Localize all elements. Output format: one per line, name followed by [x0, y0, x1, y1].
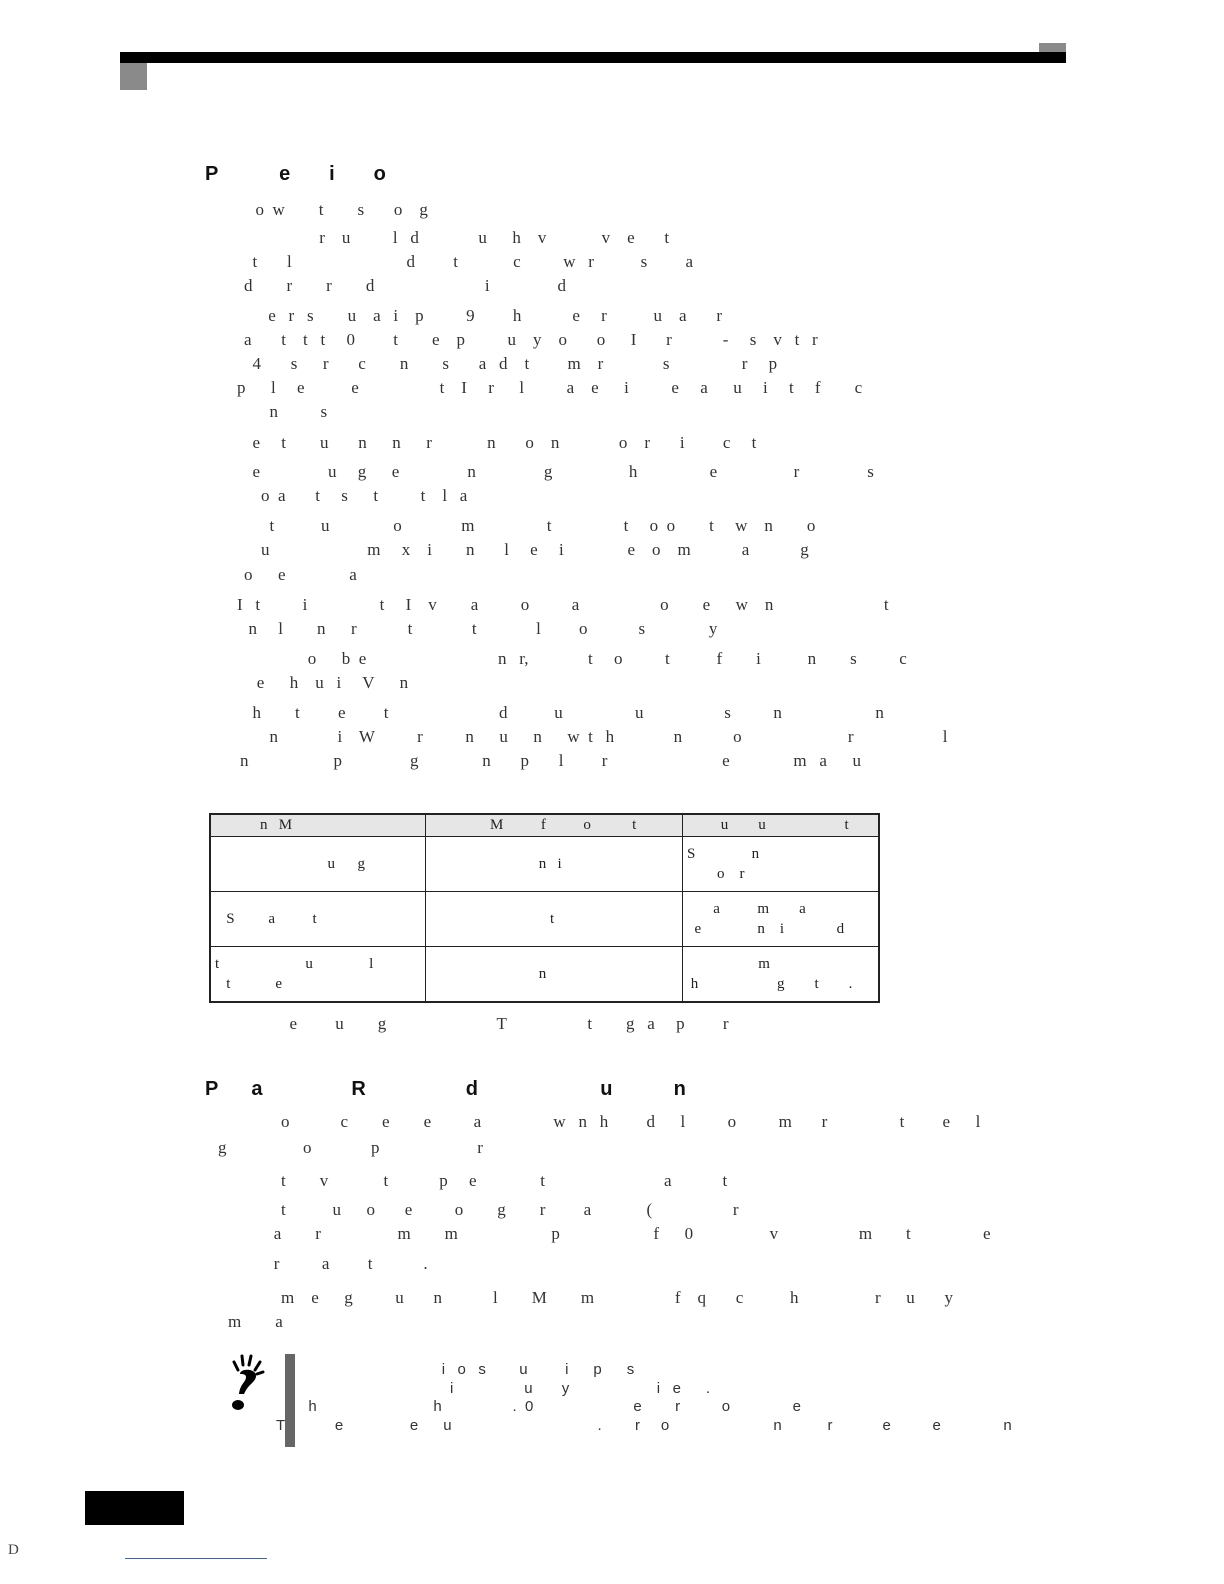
table-cell: t — [426, 892, 683, 947]
body-line: a t t t 0 t e p u y o o I r - s v t r — [244, 330, 818, 349]
note-line: i o s u i p s — [300, 1361, 635, 1378]
body-line: o a t s t t l a — [244, 486, 468, 505]
table-header-row — [210, 814, 879, 837]
table-header-cell: M f o t — [426, 814, 683, 837]
body-line: o c e e a w n h d l o m r t e l — [230, 1112, 981, 1131]
body-line: e u g e n g h e r s — [244, 462, 874, 481]
body-line: p l e e t I r l a e i e a u i t f c — [237, 378, 863, 397]
header-rule — [120, 52, 1066, 63]
body-line: o b e n r, t o t f i n s c — [244, 649, 907, 668]
table-caption: e u g T t g a p r — [230, 1014, 729, 1033]
body-line: g o p r — [218, 1138, 483, 1157]
body-line: t u o e o g r a ( r — [230, 1200, 739, 1219]
body-line: d r r d i d — [244, 276, 567, 295]
body-line: a r m m p f 0 v m t e — [244, 1224, 991, 1243]
footer-box — [85, 1491, 184, 1525]
body-line: u m x i n l e i e o m a g — [244, 540, 809, 559]
body-line: r a t . — [244, 1254, 428, 1273]
table-header-cell: u u t — [683, 814, 880, 837]
note-line: T e e u . r o n r e e n — [276, 1417, 1012, 1434]
body-line: t u o m t t o o t w n o — [244, 516, 816, 535]
hint-icon — [222, 1352, 274, 1414]
table-cell: S a t — [210, 892, 426, 947]
table-cell: n i — [426, 837, 683, 892]
header-tab-right — [1039, 43, 1066, 52]
body-line: I t i t I v a o a o e w n t — [237, 595, 889, 614]
table-cell: u g — [210, 837, 426, 892]
table-row — [210, 947, 879, 1003]
footer-link-rule[interactable] — [125, 1558, 267, 1559]
table-row — [210, 892, 879, 947]
body-line: m e g u n l M m f q c h r u y — [230, 1288, 953, 1307]
table-row — [210, 837, 879, 892]
body-line: t l d t c w r s a — [244, 252, 694, 271]
body-line: e h u i V n — [244, 673, 409, 692]
table-header-cell: n M — [210, 814, 426, 837]
body-line: o w t s o g — [230, 200, 428, 219]
body-line: h t e t d u u s n n — [244, 703, 884, 722]
table-cell: S n o r — [683, 837, 880, 892]
section-heading-2: P a R d u n — [205, 1078, 686, 1100]
footer-letter: D — [8, 1542, 19, 1558]
table-cell: n — [426, 947, 683, 1003]
body-line: n p g n p l r e m a u — [240, 751, 861, 770]
note-line: i u y i e . — [300, 1380, 711, 1397]
table-cell: m h g t . — [683, 947, 880, 1003]
body-line: n l n r t t l o s y — [240, 619, 718, 638]
body-line: o e a — [244, 565, 357, 584]
body-line: 4 s r c n s a d t m r s r p — [244, 354, 778, 373]
note-line: h h . 0 e r o e — [300, 1398, 801, 1415]
body-line: e r s u a i p 9 h e r u a r — [230, 306, 723, 325]
table-cell: a m a e n i d — [683, 892, 880, 947]
section-heading-1: P e i o — [205, 163, 386, 185]
body-line: n s — [244, 402, 328, 421]
body-line: r u l d u h v v e t — [230, 228, 670, 247]
table-cell: t u l t e — [210, 947, 426, 1003]
body-line: e t u n n r n o n o r i c t — [244, 433, 757, 452]
header-tab-left — [120, 63, 147, 90]
body-line: n i W r n u n w t h n o r l — [244, 727, 948, 746]
data-table — [209, 813, 880, 1003]
body-line: t v t p e t a t — [230, 1171, 728, 1190]
body-line: m a — [228, 1312, 283, 1331]
